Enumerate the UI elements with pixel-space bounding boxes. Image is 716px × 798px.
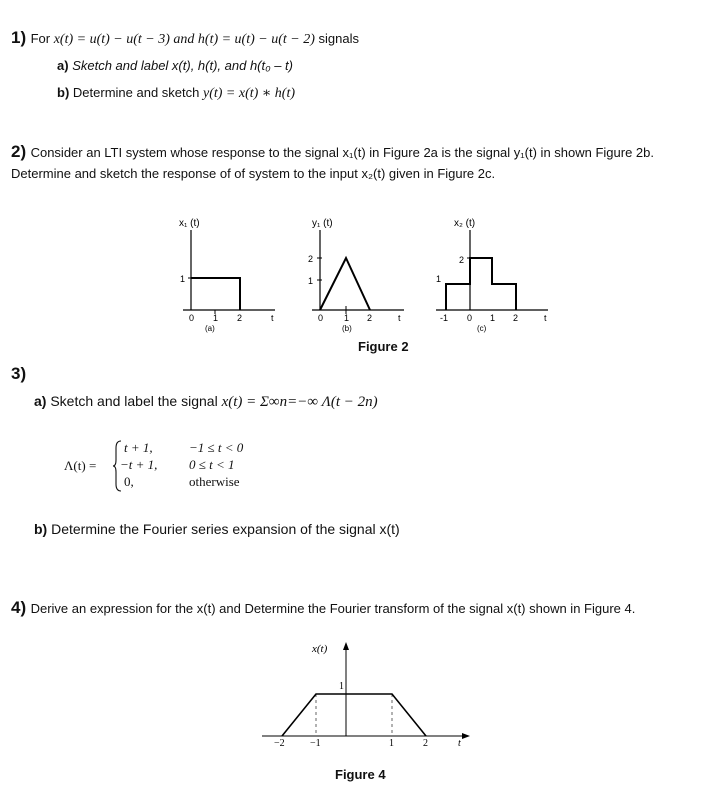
case-3-expr: 0, — [124, 474, 134, 489]
case-2-cond: 0 ≤ t < 1 — [189, 457, 235, 472]
q1b-label: b) — [57, 85, 70, 100]
lambda-lhs: Λ(t) = — [64, 458, 97, 473]
figure-2a — [165, 210, 280, 335]
fig2b-t-label: t — [398, 313, 401, 323]
q3-number: 3) — [11, 364, 27, 383]
case-2-expr: −t + 1, — [120, 457, 158, 472]
fig2a-t-label: t — [271, 313, 274, 323]
fig2a-level: 1 — [180, 274, 186, 284]
q1-prefix: For — [30, 31, 54, 46]
fig4-tick-neg1: −1 — [310, 738, 321, 749]
fig4-tick1: 1 — [389, 738, 394, 749]
figure-4 — [250, 636, 490, 756]
case-3-cond: otherwise — [189, 474, 240, 489]
fig4-tick2: 2 — [423, 738, 428, 749]
lambda-definition — [64, 440, 264, 492]
fig2a-title: x₁ (t) — [179, 218, 200, 229]
q3a-line — [34, 393, 378, 411]
q3a-label: a) — [34, 393, 47, 409]
fig2c-tick-neg1: -1 — [440, 313, 449, 323]
q1b-text: Determine and sketch — [72, 85, 203, 100]
fig2c-signal — [446, 258, 516, 310]
fig4-signal — [282, 694, 426, 736]
q2-line2: Determine and sketch the response of of system to the input x₂(t) given in Figure 2c. — [11, 166, 496, 181]
figure-2c — [420, 210, 560, 335]
q2-number: 2) — [11, 142, 27, 161]
fig2b-level1: 1 — [308, 276, 314, 286]
q3b-label: b) — [34, 521, 48, 537]
q4-number: 4) — [11, 598, 27, 617]
fig2b-title: y₁ (t) — [312, 218, 333, 229]
fig4-t-label: t — [458, 738, 461, 749]
q3b-line — [34, 521, 400, 537]
fig2c-t-label: t — [544, 313, 547, 323]
q3a-math: x(t) = Σ∞n=−∞ Λ(t − 2n) — [221, 394, 378, 410]
fig2a-signal — [191, 278, 240, 310]
fig4-ylabel: x(t) — [312, 643, 328, 655]
fig2a-tick2: 2 — [237, 313, 243, 323]
arrow-up-icon — [343, 642, 349, 650]
q3a-text: Sketch and label the signal — [50, 393, 222, 409]
q1a-label: a) — [57, 58, 69, 73]
fig2c-level2: 2 — [459, 255, 465, 265]
fig2b-tick2: 2 — [367, 313, 373, 323]
q1-suffix: signals — [314, 31, 359, 46]
figure-2-caption: Figure 2 — [358, 339, 409, 354]
case-1-expr: t + 1, — [124, 440, 153, 455]
fig2b-tick0: 0 — [318, 313, 324, 323]
fig4-level: 1 — [339, 681, 344, 692]
q4-line — [11, 598, 635, 618]
fig4-tick-neg2: −2 — [274, 738, 285, 749]
fig2b-level2: 2 — [308, 254, 314, 264]
q1a-text: Sketch and label x(t), h(t), and h(t₀ – t) — [72, 58, 293, 73]
q3b-text: Determine the Fourier series expansion of the signal x(t) — [51, 521, 400, 537]
fig2b-sub: (b) — [342, 324, 352, 333]
q2-line1 — [11, 142, 711, 162]
case-1-cond: −1 ≤ t < 0 — [189, 440, 244, 455]
figure-4-caption: Figure 4 — [335, 767, 386, 782]
fig2a-tick1: 1 — [213, 313, 219, 323]
fig2c-tick1: 1 — [490, 313, 496, 323]
fig2c-title: x₂ (t) — [454, 218, 476, 229]
q1b-line — [57, 85, 295, 102]
q1-line — [11, 28, 359, 48]
fig2b-signal — [320, 258, 370, 310]
fig2c-sub: (c) — [477, 324, 487, 333]
fig2c-tick2: 2 — [513, 313, 519, 323]
q1a-line — [57, 58, 293, 73]
fig2a-tick0: 0 — [189, 313, 195, 323]
fig2b-tick1: 1 — [344, 313, 350, 323]
q1-number: 1) — [11, 28, 27, 47]
q4-text: Derive an expression for the x(t) and Determine the Fourier transform of the signal x(t) shown in Figure 4. — [30, 601, 636, 616]
q1-math: x(t) = u(t) − u(t − 3) and h(t) = u(t) − u(t − 2) — [53, 32, 315, 47]
fig2c-tick0: 0 — [467, 313, 473, 323]
q2-text1: Consider an LTI system whose response to the signal x₁(t) in Figure 2a is the signal y₁(t) in shown Figure 2b. — [30, 145, 655, 160]
figure-2b — [300, 210, 415, 335]
arrow-right-icon — [462, 733, 470, 739]
fig2a-sub: (a) — [205, 324, 215, 333]
q1b-math: y(t) = x(t) ∗ h(t) — [202, 86, 296, 101]
fig2c-level1: 1 — [436, 274, 442, 284]
